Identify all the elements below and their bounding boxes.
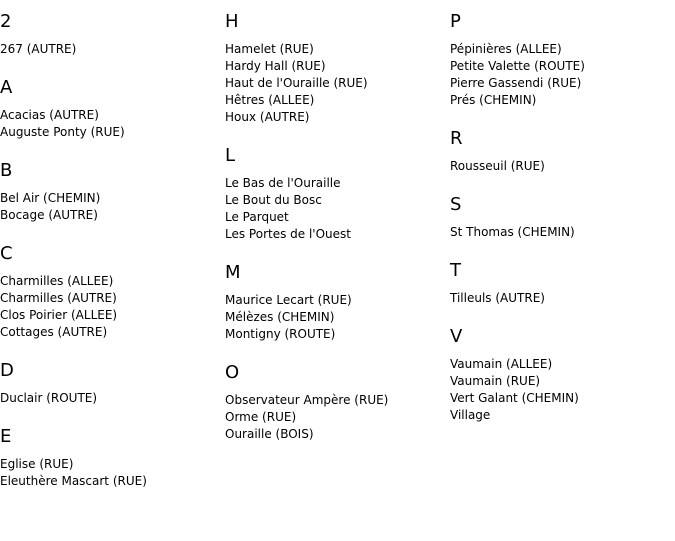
letter-group xyxy=(0,11,225,58)
street-list xyxy=(0,273,225,341)
street-list xyxy=(225,392,450,443)
street-link[interactable]: Prés (CHEMIN) xyxy=(450,93,537,107)
street-link[interactable]: Vaumain (RUE) xyxy=(450,374,541,388)
letter-group xyxy=(0,360,225,407)
street-link[interactable]: Bocage (AUTRE) xyxy=(0,208,98,222)
street-link[interactable]: 267 (AUTRE) xyxy=(0,42,77,56)
street-link[interactable]: Clos Poirier (ALLEE) xyxy=(0,308,118,322)
letter-heading: R xyxy=(450,128,463,149)
index-column-2 xyxy=(225,0,450,443)
street-link[interactable]: Vaumain (ALLEE) xyxy=(450,357,553,371)
street-link[interactable]: Petite Valette (ROUTE) xyxy=(450,59,585,73)
letter-heading: B xyxy=(0,160,13,181)
street-link[interactable]: Bel Air (CHEMIN) xyxy=(0,191,101,205)
letter-heading: D xyxy=(0,360,14,381)
street-link[interactable]: Montigny (ROUTE) xyxy=(225,327,336,341)
letter-heading: O xyxy=(225,362,240,383)
street-link[interactable]: Houx (AUTRE) xyxy=(225,110,310,124)
letter-group xyxy=(0,243,225,341)
street-link[interactable]: Le Parquet xyxy=(225,210,289,224)
street-list xyxy=(450,290,675,307)
street-link[interactable]: Ouraille (BOIS) xyxy=(225,427,314,441)
letter-heading: A xyxy=(0,77,13,98)
street-link[interactable]: Mélèzes (CHEMIN) xyxy=(225,310,335,324)
street-link[interactable]: Haut de l'Ouraille (RUE) xyxy=(225,76,368,90)
street-list xyxy=(450,356,675,424)
letter-heading: V xyxy=(450,326,463,347)
index-column-1 xyxy=(0,0,225,490)
street-list xyxy=(450,158,675,175)
letter-heading: S xyxy=(450,194,462,215)
letter-group xyxy=(450,194,675,241)
letter-heading: H xyxy=(225,11,239,32)
street-list xyxy=(0,456,225,490)
letter-group xyxy=(225,11,450,126)
letter-heading: E xyxy=(0,426,12,447)
letter-heading: C xyxy=(0,243,13,264)
street-list xyxy=(0,390,225,407)
street-link[interactable]: Le Bas de l'Ouraille xyxy=(225,176,341,190)
street-list xyxy=(450,224,675,241)
letter-group xyxy=(450,260,675,307)
street-list xyxy=(225,175,450,243)
street-link[interactable]: Acacias (AUTRE) xyxy=(0,108,99,122)
letter-heading: L xyxy=(225,145,236,166)
street-link[interactable]: Observateur Ampère (RUE) xyxy=(225,393,389,407)
street-link[interactable]: Vert Galant (CHEMIN) xyxy=(450,391,579,405)
street-link[interactable]: St Thomas (CHEMIN) xyxy=(450,225,575,239)
street-list xyxy=(225,292,450,343)
street-link[interactable]: Hardy Hall (RUE) xyxy=(225,59,326,73)
street-link[interactable]: Les Portes de l'Ouest xyxy=(225,227,351,241)
street-list xyxy=(450,41,675,109)
street-link[interactable]: Charmilles (AUTRE) xyxy=(0,291,117,305)
letter-group xyxy=(0,426,225,490)
index-column-3 xyxy=(450,0,675,424)
street-link[interactable]: Duclair (ROUTE) xyxy=(0,391,98,405)
street-link[interactable]: Pierre Gassendi (RUE) xyxy=(450,76,582,90)
street-link[interactable]: Hêtres (ALLEE) xyxy=(225,93,315,107)
street-link[interactable]: Eglise (RUE) xyxy=(0,457,74,471)
street-list xyxy=(0,107,225,141)
street-link[interactable]: Orme (RUE) xyxy=(225,410,297,424)
letter-group xyxy=(225,362,450,443)
letter-heading: M xyxy=(225,262,241,283)
street-link[interactable]: Le Bout du Bosc xyxy=(225,193,322,207)
street-link[interactable]: Maurice Lecart (RUE) xyxy=(225,293,352,307)
street-link[interactable]: Auguste Ponty (RUE) xyxy=(0,125,125,139)
street-link[interactable]: Cottages (AUTRE) xyxy=(0,325,108,339)
street-list xyxy=(0,190,225,224)
letter-group xyxy=(0,77,225,141)
letter-group xyxy=(450,11,675,109)
letter-heading: 2 xyxy=(0,11,12,32)
letter-group xyxy=(225,262,450,343)
letter-heading: T xyxy=(450,260,461,281)
letter-heading: P xyxy=(450,11,461,32)
street-link[interactable]: Village xyxy=(450,408,491,422)
letter-group xyxy=(450,128,675,175)
street-link[interactable]: Pépinières (ALLEE) xyxy=(450,42,562,56)
street-link[interactable]: Hamelet (RUE) xyxy=(225,42,314,56)
street-list xyxy=(225,41,450,126)
street-link[interactable]: Charmilles (ALLEE) xyxy=(0,274,114,288)
street-link[interactable]: Tilleuls (AUTRE) xyxy=(450,291,545,305)
letter-group xyxy=(450,326,675,424)
street-list xyxy=(0,41,225,58)
letter-group xyxy=(0,160,225,224)
street-link[interactable]: Rousseuil (RUE) xyxy=(450,159,545,173)
letter-group xyxy=(225,145,450,243)
street-link[interactable]: Eleuthère Mascart (RUE) xyxy=(0,474,147,488)
